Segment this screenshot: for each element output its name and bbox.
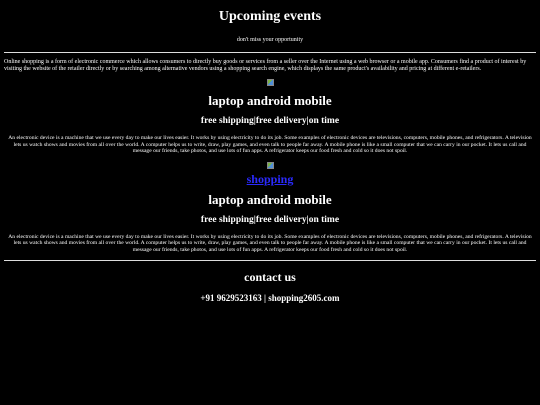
page-subtitle: don't miss your opportunity <box>236 37 304 43</box>
shopping-link[interactable]: shopping <box>246 171 294 186</box>
contact-section <box>4 270 536 304</box>
page-title: Upcoming events <box>218 9 322 24</box>
product-tagline: free shipping|free delivery|on time <box>200 214 340 225</box>
product-description: An electronic device is a machine that we use every day to make our lives easier. It works by using electricity to do its job. Some examples of electronic devices are televisions, computers, mobile phones, and refrigerators. A television lets us watch shows and movies from all over the world. A computer helps us to write, draw, play games, and even talk to people far away. A mobile phone is like a small computer that we can carry in our pocket. It lets us call and message our friends, take photos, and use lots of fun apps. A refrigerator keeps our food fresh and cold so it does not spoil. <box>8 233 532 253</box>
product-section-2 <box>4 170 536 254</box>
divider <box>4 260 536 261</box>
contact-heading: contact us <box>244 269 296 284</box>
product-section-1 <box>4 93 536 155</box>
product-heading: laptop android mobile <box>208 93 332 108</box>
intro-paragraph: Online shopping is a form of electronic commerce which allows consumers to directly buy goods or services from a seller over the Internet using a web browser or a mobile app. Consumers find a product of interest by visiting the website of the retailer directly or by searching among alternative vendors using a shopping search engine, which displays the same product's availability and pricing at different e-retailers. <box>4 59 527 72</box>
broken-image-icon <box>267 79 274 86</box>
divider <box>4 52 536 53</box>
product-tagline: free shipping|free delivery|on time <box>200 116 340 126</box>
product-description: An electronic device is a machine that we use every day to make our lives easier. It works by using electricity to do its job. Some examples of electronic devices are televisions, computers, mobile phones, and refrigerators. A television lets us watch shows and movies from all over the world. A computer helps us to write, draw, play games, and even talk to people far away. A mobile phone is like a small computer that we can carry in our pocket. It lets us call and message our friends, take photos, and use lots of fun apps. A refrigerator keeps our food fresh and cold so it does not spoil. <box>8 135 532 155</box>
contact-details: +91 9629523163 | shopping2605.com <box>200 292 340 303</box>
broken-image-icon <box>267 162 274 169</box>
product-heading: laptop android mobile <box>208 191 332 207</box>
